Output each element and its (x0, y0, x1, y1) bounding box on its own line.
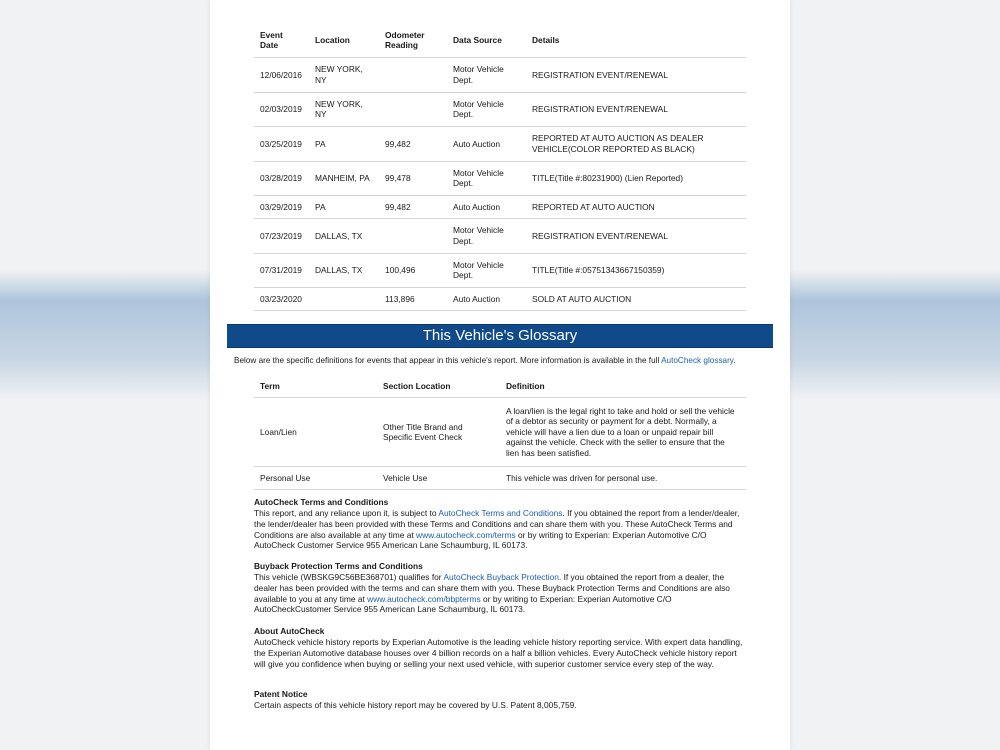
header-details: Details (526, 24, 746, 58)
glossary-term: Personal Use (254, 467, 377, 490)
history-row (254, 127, 746, 162)
history-cell-details: REPORTED AT AUTO AUCTION AS DEALER VEHICLE(COLOR REPORTED AS BLACK) (526, 127, 746, 162)
buyback-protection-link[interactable]: AutoCheck Buyback Protection (443, 572, 559, 582)
history-header-row (254, 24, 746, 58)
about-section (254, 626, 746, 669)
history-cell-date: 12/06/2016 (254, 58, 309, 93)
about-text: AutoCheck vehicle history reports by Experian Automotive is the leading vehicle history reporting service. With expert data handling, the Experian Automotive database houses over 4 billion records on a half a billion vehicles. Every AutoCheck vehicle history report will give you confidence when buying or selling your next used vehicle, with superior customer service every step of the way. (254, 637, 743, 669)
history-row (254, 253, 746, 288)
history-cell-odometer: 113,896 (379, 288, 447, 311)
history-cell-location: MANHEIM, PA (309, 161, 379, 196)
history-cell-date: 07/23/2019 (254, 219, 309, 254)
history-cell-odometer (379, 58, 447, 93)
buyback-text-2: . If you obtained the report from a dealer, the dealer has been provided with the terms and can share them with you. These Buyback Protection Terms and Conditions are also available to you at any time at (254, 572, 730, 604)
history-row (254, 196, 746, 219)
history-cell-date: 03/23/2020 (254, 288, 309, 311)
glossary-table (254, 374, 746, 490)
terms-text-1: This report, and any reliance upon it, is subject to (254, 508, 439, 518)
glossary-row (254, 467, 746, 490)
glossary-definition: This vehicle was driven for personal use. (500, 467, 746, 490)
glossary-title: This Vehicle's Glossary (422, 327, 578, 344)
history-cell-source: Motor Vehicle Dept. (447, 161, 526, 196)
header-location: Location (309, 24, 379, 58)
history-cell-location: NEW YORK, NY (309, 92, 379, 127)
about-heading: About AutoCheck (254, 626, 325, 636)
report-page (210, 0, 790, 750)
autocheck-glossary-link[interactable]: AutoCheck glossary (661, 356, 734, 365)
history-row (254, 58, 746, 93)
history-cell-odometer: 99,482 (379, 127, 447, 162)
history-cell-source: Motor Vehicle Dept. (447, 219, 526, 254)
history-cell-odometer: 99,482 (379, 196, 447, 219)
buyback-text-3: or by writing to Experian: Experian Automotive C/O AutoCheckCustomer Service 955 American Lane Schaumburg, IL 60173. (254, 593, 672, 615)
vehicle-history-table (254, 24, 746, 311)
glossary-intro (234, 355, 774, 366)
terms-text-3: or by writing to Experian: Experian Automotive C/O AutoCheck Customer Service 955 American Lane Schaumburg, IL 60173. (254, 529, 707, 551)
history-cell-location: PA (309, 127, 379, 162)
header-section-location: Section Location (377, 374, 500, 398)
history-row (254, 92, 746, 127)
terms-heading: AutoCheck Terms and Conditions (254, 497, 389, 507)
buyback-heading: Buyback Protection Terms and Conditions (254, 561, 423, 571)
patent-heading: Patent Notice (254, 689, 308, 699)
history-cell-source: Auto Auction (447, 196, 526, 219)
glossary-term: Loan/Lien (254, 398, 377, 467)
history-row (254, 161, 746, 196)
glossary-section: Vehicle Use (377, 467, 500, 490)
patent-section (254, 689, 746, 711)
history-cell-source: Auto Auction (447, 127, 526, 162)
header-event-date: Event Date (254, 24, 309, 58)
terms-text (254, 508, 746, 551)
terms-conditions-link[interactable]: AutoCheck Terms and Conditions (438, 508, 563, 518)
history-cell-details: SOLD AT AUTO AUCTION (526, 288, 746, 311)
history-row (254, 219, 746, 254)
history-cell-location: PA (309, 196, 379, 219)
history-cell-source: Motor Vehicle Dept. (447, 92, 526, 127)
history-cell-source: Motor Vehicle Dept. (447, 253, 526, 288)
history-cell-location: DALLAS, TX (309, 253, 379, 288)
terms-section (254, 497, 746, 551)
history-cell-details: TITLE(Title #:80231900) (Lien Reported) (526, 161, 746, 196)
history-cell-odometer (379, 92, 447, 127)
buyback-text-1: This vehicle (WBSKG9C56BE368701) qualifies for (254, 572, 444, 582)
history-row (254, 288, 746, 311)
history-cell-source: Motor Vehicle Dept. (447, 58, 526, 93)
buyback-section (254, 561, 746, 615)
history-cell-date: 03/29/2019 (254, 196, 309, 219)
glossary-intro-end: . (733, 356, 736, 365)
patent-text: Certain aspects of this vehicle history report may be covered by U.S. Patent 8,005,759. (254, 700, 577, 710)
buyback-text (254, 572, 746, 615)
history-cell-details: REGISTRATION EVENT/RENEWAL (526, 219, 746, 254)
buyback-url-link[interactable]: www.autocheck.com/bbpterms (367, 593, 481, 604)
header-odometer: Odometer Reading (379, 24, 447, 58)
history-cell-date: 03/28/2019 (254, 161, 309, 196)
history-cell-details: REPORTED AT AUTO AUCTION (526, 196, 746, 219)
history-cell-details: REGISTRATION EVENT/RENEWAL (526, 58, 746, 93)
header-term: Term (254, 374, 377, 398)
history-cell-details: TITLE(Title #:05751343667150359) (526, 253, 746, 288)
history-cell-odometer: 99,478 (379, 161, 447, 196)
history-cell-location (309, 288, 379, 311)
glossary-title-bar (227, 324, 773, 348)
glossary-header-row (254, 374, 746, 398)
terms-text-2: . If you obtained the report from a lender/dealer, the lender/dealer has been provided with these Terms and Conditions and can share them with you. These AutoCheck Terms and Conditions are also available at any time at (254, 508, 740, 540)
history-cell-source: Auto Auction (447, 288, 526, 311)
terms-url-link[interactable]: www.autocheck.com/terms (416, 529, 516, 540)
header-definition: Definition (500, 374, 746, 398)
glossary-definition: A loan/lien is the legal right to take and hold or sell the vehicle of a debtor as security or payment for a debt. Normally, a vehicle will have a lien due to a loan or unpaid repair bill against the vehicle. Check with the seller to ensure that the lien has been satisfied. (500, 398, 746, 467)
history-cell-details: REGISTRATION EVENT/RENEWAL (526, 92, 746, 127)
history-cell-location: DALLAS, TX (309, 219, 379, 254)
history-cell-odometer: 100,496 (379, 253, 447, 288)
glossary-row (254, 398, 746, 467)
header-data-source: Data Source (447, 24, 526, 58)
history-cell-location: NEW YORK, NY (309, 58, 379, 93)
history-cell-date: 07/31/2019 (254, 253, 309, 288)
history-cell-odometer (379, 219, 447, 254)
glossary-intro-text: Below are the specific definitions for events that appear in this vehicle's report. More information is available in the full (234, 356, 662, 365)
glossary-section: Other Title Brand and Specific Event Check (377, 398, 500, 467)
history-cell-date: 03/25/2019 (254, 127, 309, 162)
history-cell-date: 02/03/2019 (254, 92, 309, 127)
